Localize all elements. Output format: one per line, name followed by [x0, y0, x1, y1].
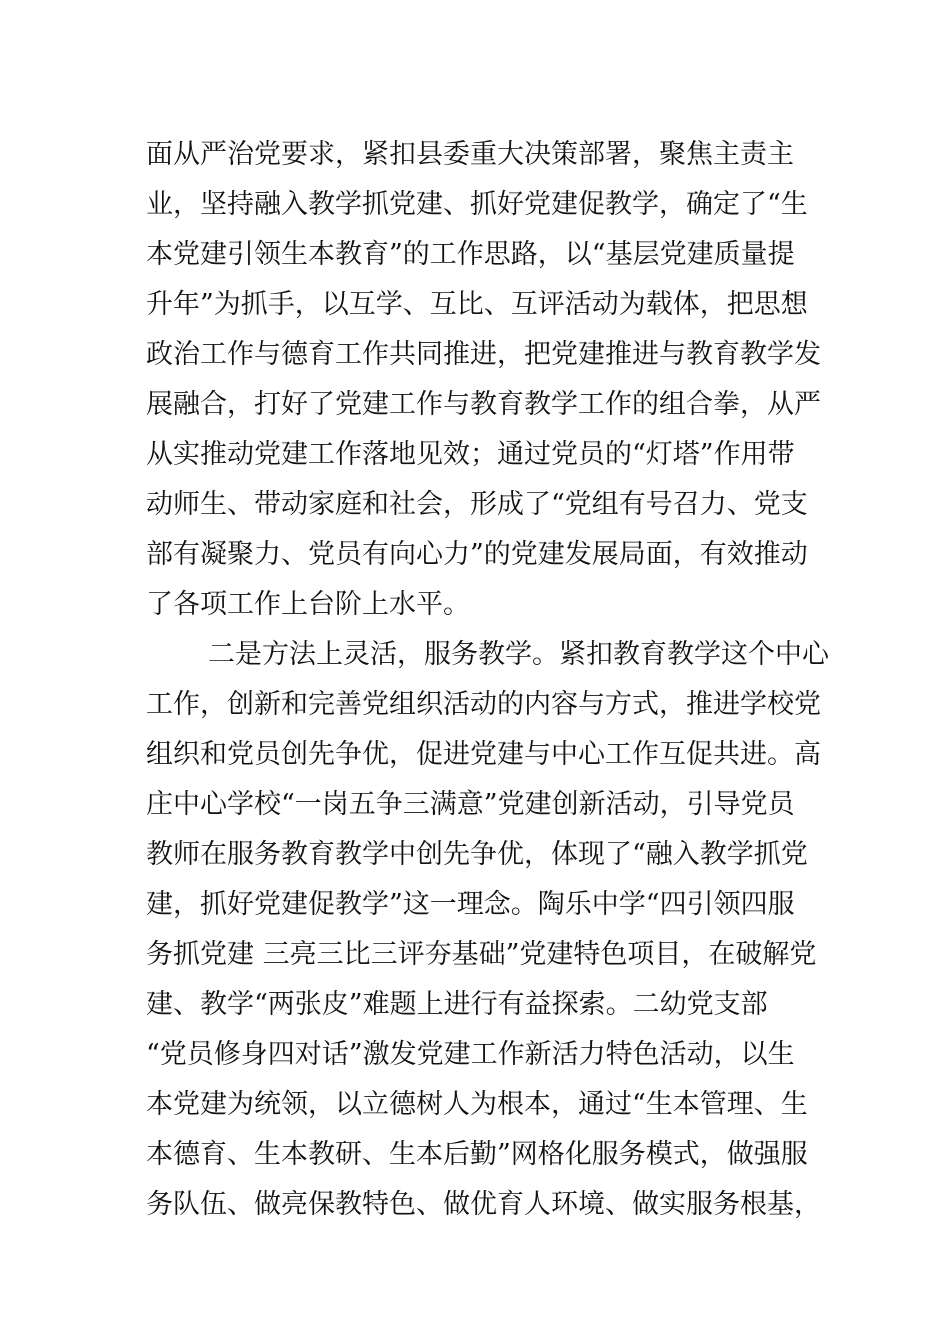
text-line: 了各项工作上台阶上水平。	[146, 589, 470, 620]
text-line: 务抓党建 三亮三比三评夯基础”党建特色项目，在破解党	[146, 939, 817, 970]
text-line: “党员修身四对话”激发党建工作新活力特色活动，以生	[146, 1039, 795, 1070]
text-line: 升年”为抓手，以互学、互比、互评活动为载体，把思想	[146, 289, 808, 320]
text-line: 部有凝聚力、党员有向心力”的党建发展局面，有效推动	[146, 539, 808, 570]
paragraph-first-line: 二是方法上灵活，服务教学。紧扣教育教学这个中心	[208, 639, 829, 670]
text-line: 本党建为统领，以立德树人为根本，通过“生本管理、生	[146, 1089, 808, 1120]
text-line: 本德育、生本教研、生本后勤”网格化服务模式，做强服	[146, 1139, 808, 1170]
text-line: 展融合，打好了党建工作与教育教学工作的组合拳，从严	[146, 389, 821, 420]
text-line: 业，坚持融入教学抓党建、抓好党建促教学，确定了“生	[146, 189, 808, 220]
text-line: 建，抓好党建促教学”这一理念。陶乐中学“四引领四服	[146, 889, 795, 920]
text-line: 本党建引领生本教育”的工作思路，以“基层党建质量提	[146, 239, 795, 270]
text-line: 建、教学“两张皮”难题上进行有益探索。二幼党支部	[146, 989, 768, 1020]
text-line: 从实推动党建工作落地见效；通过党员的“灯塔”作用带	[146, 439, 795, 470]
text-line: 动师生、带动家庭和社会，形成了“党组有号召力、党支	[146, 489, 808, 520]
text-line: 组织和党员创先争优，促进党建与中心工作互促共进。高	[146, 739, 821, 770]
text-line: 庄中心学校“一岗五争三满意”党建创新活动，引导党员	[146, 789, 795, 820]
text-line: 政治工作与德育工作共同推进，把党建推进与教育教学发	[146, 339, 821, 370]
body-text	[146, 130, 829, 1230]
text-line: 务队伍、做亮保教特色、做优育人环境、做实服务根基，	[146, 1189, 821, 1220]
text-line: 面从严治党要求，紧扣县委重大决策部署，聚焦主责主	[146, 139, 794, 170]
text-line: 教师在服务教育教学中创先争优，体现了“融入教学抓党	[146, 839, 808, 870]
text-line: 工作，创新和完善党组织活动的内容与方式，推进学校党	[146, 689, 821, 720]
